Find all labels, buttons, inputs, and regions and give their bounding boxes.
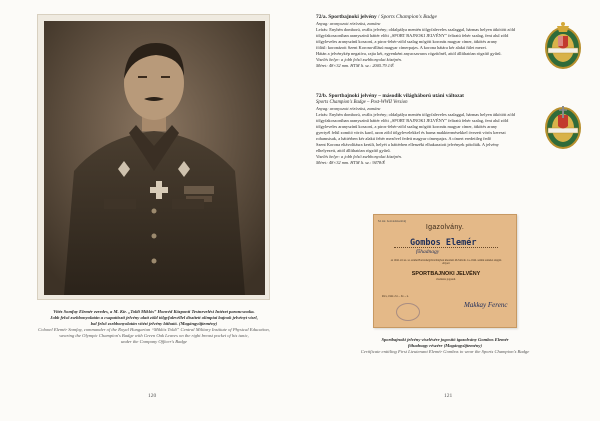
entry-line: Hátán a jelvénykép negatíva, rajta két, egyenként anyacsavaros rögzítőnél, attól állíthatóan rögzítő gyűrű. xyxy=(316,51,502,56)
entry-size: Méret: 48×32 mm. HTM lt. sz.: 2005.79.1/É xyxy=(316,63,394,68)
entry-size: Méret: 48×32 mm. HTM lt. sz.: 9478/É xyxy=(316,160,386,165)
certificate-name-underline xyxy=(394,247,498,248)
certificate-caption-hu-1: Sportbajnoki jelvény viselésére jogosító igazolvány Gombos Elemér xyxy=(381,337,509,342)
certificate-text-2: viselésére jogosult. xyxy=(436,278,456,281)
certificate-place-date: Pécs, 1942. évi ... hó ... n. xyxy=(382,295,409,298)
sports-champion-badge-icon xyxy=(543,18,583,72)
photo-caption xyxy=(36,309,272,346)
entry-line: Szent Korona eltávolításra került, helyét a háttérben ellenzéki elhakasztott jelvények pótolták. A jelvény xyxy=(316,142,499,147)
page-number-left: 120 xyxy=(148,393,157,399)
certificate-badge-name: SPORTBAJNOKI JELVÉNY xyxy=(411,271,481,277)
entry-line: elhelyezett, attól állíthatóan rögzítő gyűrű. xyxy=(316,148,391,153)
entry-line: tölgyleveles aranyszínű koszorú, a piros-fehér-zöld szalag mögött koronás magyar címer, átkötés arany xyxy=(316,124,498,129)
entry-line: rohamsisak, a háttérben kér alakú fehér mezővel fedett magyar címerpajzs. A címert eredetileg fedő xyxy=(316,136,491,141)
officer-portrait-image xyxy=(44,21,265,295)
entry-number: 72/a. xyxy=(316,14,327,20)
entry-line: gyertyél felül zomító vörös kard, azon zöld tölgylevelekkel és barna makktermésekkel övezett vörös kereszt xyxy=(316,130,506,135)
certificate-text-1: az 1942. évi az. sz. számú Honvédségi Közlönyben közzétett 46.342/eln. 1a.-1942. számú rendelet alapján elnyert xyxy=(390,259,502,266)
entry-line: tölgyfakoszorúban aranyszínű háttér előtt „SPORT BAJNOKI JELVÉNY” feliratú fehér szalag, fent alul zöld xyxy=(316,118,509,123)
catalog-entry-72a xyxy=(316,14,538,69)
entry-subtitle: Sports Champion's Badge – Post-WWII Version xyxy=(316,100,408,105)
photo-caption-hu-3: bal felső zsebbonyolatán vitézi jelvény látható. (Magángyűjtemény) xyxy=(90,321,218,327)
certificate-holder-name: Gombos Elemér xyxy=(410,238,477,248)
sports-champion-badge-postwar-icon xyxy=(543,98,583,152)
entry-number: 72/b. xyxy=(316,93,328,99)
certificate-caption-en-1: Certificate entitling First Lieutenant Elemér Gombos to wear the Sports Champion's Badge xyxy=(360,349,530,355)
certificate-top-line: M. kir. honvédzászlóalj xyxy=(378,219,407,223)
entry-title-hu: Sportbajnoki jelvény – második világháború utáni változat xyxy=(328,93,464,99)
entry-material: Anyag: aranyozott réz/ezüst, zománc xyxy=(316,21,381,26)
right-page xyxy=(300,0,600,421)
certificate-stamp xyxy=(396,303,420,321)
catalog-entry-72b xyxy=(316,93,538,166)
entry-title xyxy=(316,93,538,100)
entry-line: tölgyleveles aranyszínű koszorú, a piros-fehér-zöld szalag mögött koronás magyar címer, átkötés arany xyxy=(316,39,498,44)
photo-caption-hu-1: Vitéz Somfay Elemér ezredes, a M. Kir. „Toldi Miklós” Honvéd Központi Testnevelési Intézet parancsnoka. xyxy=(53,309,255,314)
entry-title-hu: Sportbajnoki jelvény xyxy=(328,14,377,20)
entry-line: Leírás: Enyhén domború, ovális jelvény; oldalpálya mentén tölgyfaleveles szalaggal, hármas helyen átkötött zöld xyxy=(316,27,515,32)
entry-material: Anyag: aranyozott réz/ezüst, zománc xyxy=(316,106,381,111)
entry-line: tölgyfakoszorúban aranyszínű háttér előtt „SPORT BAJNOKI JELVÉNY” feliratú fehér szalag, fent alul zöld xyxy=(316,33,509,38)
certificate-header: Igazolvány. xyxy=(425,224,465,231)
certificate-holder-rank: főhadnagy xyxy=(416,249,440,255)
page-number-right: 121 xyxy=(444,393,453,399)
entry-line: Viselés helye: a jobb felső zsebbonyolat középén. xyxy=(316,154,402,159)
entry-line: Viselés helye: a jobb felső zsebbonyolat középén. xyxy=(316,57,402,62)
certificate-document xyxy=(373,214,517,328)
entry-title-en: Sports Champion's Badge xyxy=(380,14,437,20)
certificate-caption-hu-2: főhadnagy részére (Magángyűjtemény) xyxy=(407,343,482,349)
photo-caption-hu-2: Jobb felső zsebbonyolatán a csapattiszti jelvény alatt zöld tölgyfalevéllel díszített olimpiai bajnok jelvényt visel, xyxy=(50,315,258,321)
certificate-signature: Makkay Ferenc xyxy=(464,301,508,309)
entry-title: 72/a. Sportbajnoki jelvény / Sports Champion's Badge xyxy=(316,14,437,20)
entry-line: föliül: koronázott Szent Korona-állású magyar címerpajzs. A korona hátára kér alakú fület mezei. xyxy=(316,45,487,50)
portrait-photo xyxy=(37,14,270,300)
photo-caption-en-1: Colonel Elemér Somfay, commander of the Royal Hungarian “Miklós Toldi” Central Military Institute of Physical Education, xyxy=(38,327,270,333)
certificate-caption xyxy=(340,337,550,355)
photo-caption-en-2: wearing the Olympic Champion's Badge with Green Oak Leaves on the right breast pocket of his tunic, xyxy=(59,333,249,339)
entry-line: Leírás: Enyhén domború, ovális jelvény; oldalpálya mentén tölgyfaleveles szalaggal, hármas helyen átkötött zöld xyxy=(316,112,515,117)
photo-caption-en-3: under the Company Officer's Badge xyxy=(120,339,188,345)
